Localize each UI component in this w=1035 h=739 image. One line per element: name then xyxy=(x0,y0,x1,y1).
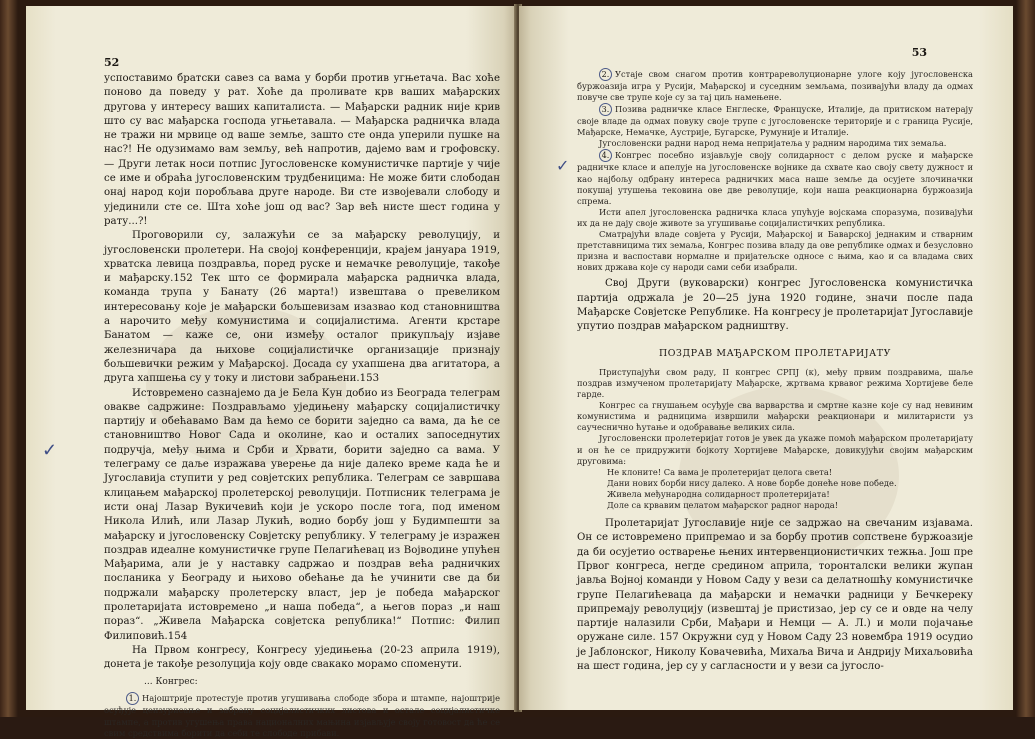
right-page-body xyxy=(577,68,973,674)
greeting-block xyxy=(577,367,973,511)
resolution-item xyxy=(577,103,973,138)
resolution-text: Позива радничке класе Енглеске, Француске, Италије, да притиском натерају своје владе да одмах повуку своје трупе с југословенске територије и с граница Русије, Мађарске, Немачке, Аустрије, Бугарске, Румуније и Италије. xyxy=(577,104,973,138)
right-page xyxy=(519,6,1013,710)
left-page-body xyxy=(104,72,500,739)
section-heading: ПОЗДРАВ МАЂАРСКОМ ПРОЛЕТАРИЈАТУ xyxy=(658,347,892,359)
slogan-line: Не клоните! Са вама је пролетеријат целога света! xyxy=(607,466,833,477)
resolution-items xyxy=(577,68,973,273)
greeting-paragraph: Конгрес са гнушањем осуђује сва варварства и смртне казне које су над невиним комунистима и радницима извршили мађарски реакционари и милитаристи уз саучеснично ћутање и одобравање великих сила. xyxy=(577,400,973,433)
item-number: 2. xyxy=(599,68,612,81)
resolution-block xyxy=(104,676,500,738)
resolution-item xyxy=(577,149,973,206)
slogan-line: Живела међународна солидарност пролетеријата! xyxy=(607,488,830,499)
page-number: 53 xyxy=(911,46,927,59)
pencil-check-mark: ✓ xyxy=(42,440,58,461)
resolution-text: Конгрес посебно изјављује своју солидарност с делом руске и мађарске радничке класе и апелује на југословенске војнике да схвате као своју свету дужност и као најбољу одбрану интереса радничких маса наше земље да осујете злочиначки покушај утушења тековина ове две револуције, који наша реакционарна буржоазија спрема. xyxy=(577,150,973,206)
item-number: 1. xyxy=(126,692,139,705)
paragraph: Свој Други (вуковарски) конгрес Југословенска комунистичка партија одржала је 20—25 јуна 1920 године, значи после пада Мађарске Совјетске Републике. На конгресу је пролетаријат Југославије упутио поздрав мађарском радништву. xyxy=(577,278,973,333)
slogan-line: Доле са крвавим целатом мађарског радног народа! xyxy=(607,500,839,511)
paragraph: Проговорили су, залажући се за мађарску револуцију, и југословенски пролетери. На својој конференцији, крајем јануара 1919, хрватска левица поздравља, поред руске и немачке револуције, такође и мађарску.152 Тек што се формирала мађарска радничка влада, команда трупа у Банату (26 марта!) извештава о превеликом интересовању које је мађарски бољшевизам изазвао код становништва а нарочито међу комунистима и социјалистима. Агенти крстаре Банатом — каже се, они између осталог прикупљају изјаве железничара да њихове социјалистичке организације признају бољшевички режим у Мађарској. Досада су ухапшена два агитатора, а друга хапшења су у току и листови забрањени.153 xyxy=(104,230,500,385)
resolution-item xyxy=(577,68,973,103)
resolution-paragraph: Југословенски радни народ нема непријатеља у радним народима тих земаља. xyxy=(599,138,947,149)
left-page xyxy=(26,6,516,738)
slogan-line: Дани нових борби нису далеко. А нове борбе донеће нове победе. xyxy=(607,477,897,488)
item-number: 3. xyxy=(599,103,612,116)
resolution-paragraph: Сматрајући владе совјета у Русији, Мађарској и Баварској једнаким и стварним претставницима тих земаља, Конгрес позива владу да ове републике одмах и безусловно призна и васпостави нормалне и пријатељске односе с њима, као и са владама свих нових држава које су народи сами себи изабрали. xyxy=(577,229,973,273)
page-number: 52 xyxy=(104,56,120,69)
resolution-paragraph: Исти апел југословенска радничка класа упућује војскама споразума, позивајући их да не дају своје животе за угушивање социјалистичких република. xyxy=(577,206,973,228)
greeting-paragraph: Приступајући свом раду, II конгрес СРПЈ (к), међу првим поздравима, шаље поздрав измученом пролетаријату Мађарске, жртвама крвавог режима Хортијеве беле гарде. xyxy=(577,366,973,400)
resolution-text: Устаје свом снагом против контрареволуционарне улоге коју југословенска буржоазија игра у Русији, Мађарској и суседним земљама, позивајући владу да одмах повуче све трупе које су за тај циљ намењене. xyxy=(577,69,973,103)
paragraph: На Првом конгресу, Конгресу уједињења (20-23 априла 1919), донета је такође резолуција коју овде свакако морамо споменути. xyxy=(104,644,500,671)
paragraph: успоставимо братски савез са вама у борби против угњетача. Вас хоће поново да поведу у рат. Хоће да проливате крв ваших мађарских другова у интересу ваших капиталиста. — Мађарски радник није крив што су вас мађарска господа угњетавала. — Мађарска радничка влада не тражи ни мрвице од ваше земље, зашто сте онда уперили пушке на нас?! Не одузимамо вам земљу, већ напротив, дајемо вам и грофовску. — Други летак носи потпис Југословенске комунистичке партије у чије се име и обраћа југословенским трудбеницима: Не може бити слободан онај народ који поробљава друге народе. Ви сте извојевали слободу и ујединили сте се. Шта хоће још од вас? Зар већ нисте шест година у рату...?! xyxy=(104,73,500,227)
pencil-check-mark: ✓ xyxy=(556,156,570,175)
resolution-text: Најоштрије протестује против угушивања слободе збора и штампе, најоштрије осуђује цензурисање и забрану социјалистичких листова и остале социјалистичке штампе, а против угушења права националних мањина изјављује своју готовост да ће се свим средствима борити да себи те слободе прибави. xyxy=(104,693,500,738)
greeting-slogans xyxy=(577,467,973,511)
greeting-paragraph: Југословенски пролетеријат готов је увек да укаже помоћ мађарском пролетаријату и он ће се придружити бојкоту Хортијеве Мађарске, довикујући својим мађарским друговима: xyxy=(577,433,973,466)
paragraph: Пролетаријат Југославије није се задржао на свечаним изјавама. Он се истовремено припремао и за борбу против сопствене буржоазије да би осујетио остварење њених интервенционистичких тежња. Још пре Првог конгреса, негде средином априла, торонталски велики жупан јавља Војној команди у Новом Саду у вези са делатношћу комунистичке групе Пелагићеваца да мађарски и немачки радници у Бечкереку припремају револуцију (извештај је пристизао, јер су се и овде на челу партије налазили Срби, Мађари и Немци — А. Л.) и моли појачање оружане силе. 157 Окружни суд у Новом Саду 23 новембра 1919 осудио је Јаблонског, Николу Ковачевића, Михаља Вича и Андрију Михаљовића на шест година, јер су у сагласности и у вези са југосло- xyxy=(577,518,973,673)
item-number: 4. xyxy=(599,149,612,162)
congress-intro: ... Конгрес: xyxy=(144,677,198,688)
resolution-item xyxy=(104,692,500,738)
paragraph: Истовремено сазнајемо да је Бела Кун добио из Београда телеграм овакве садржине: Поздрављамо уједињену мађарску социјалистичку партију и обећавамо Вам да ћемо се борити заједно са вама, да ће се становништво Новог Сада и околине, као и осталих запоседнутих подручја, међу њима и Срби и Хрвати, борити заједно са вама. У телеграму се даље изражава уверење да није далеко време када ће и Југославија ступити у ред совјетских република. Телеграм се завршава клицањем мађарској пролетерској револуцији. Потписник телеграма је исти онај Лазар Вукичевић који је ускоро после тога, под именом Никола Илић, или Лазар Лукић, водио борбу још у Будимпешти за мађарску и југословенску Совјетску републику. У телеграму је изражен поздрав идеалне комунистичке групе Пелагићевац из Војводине упућен Мађарима, али је у наставку садржао и поздрав већа радничких посланика у Београду и њихово обећање да ће учинити све да би подржали мађарску пролетерску власт, јер је победа мађарског пролетаријата истовремено „и наша победа“, а његов пораз „и наш пораз“. „Живела Мађарска совјетска република!“ Потпис: Филип Филиповић.154 xyxy=(104,387,500,642)
